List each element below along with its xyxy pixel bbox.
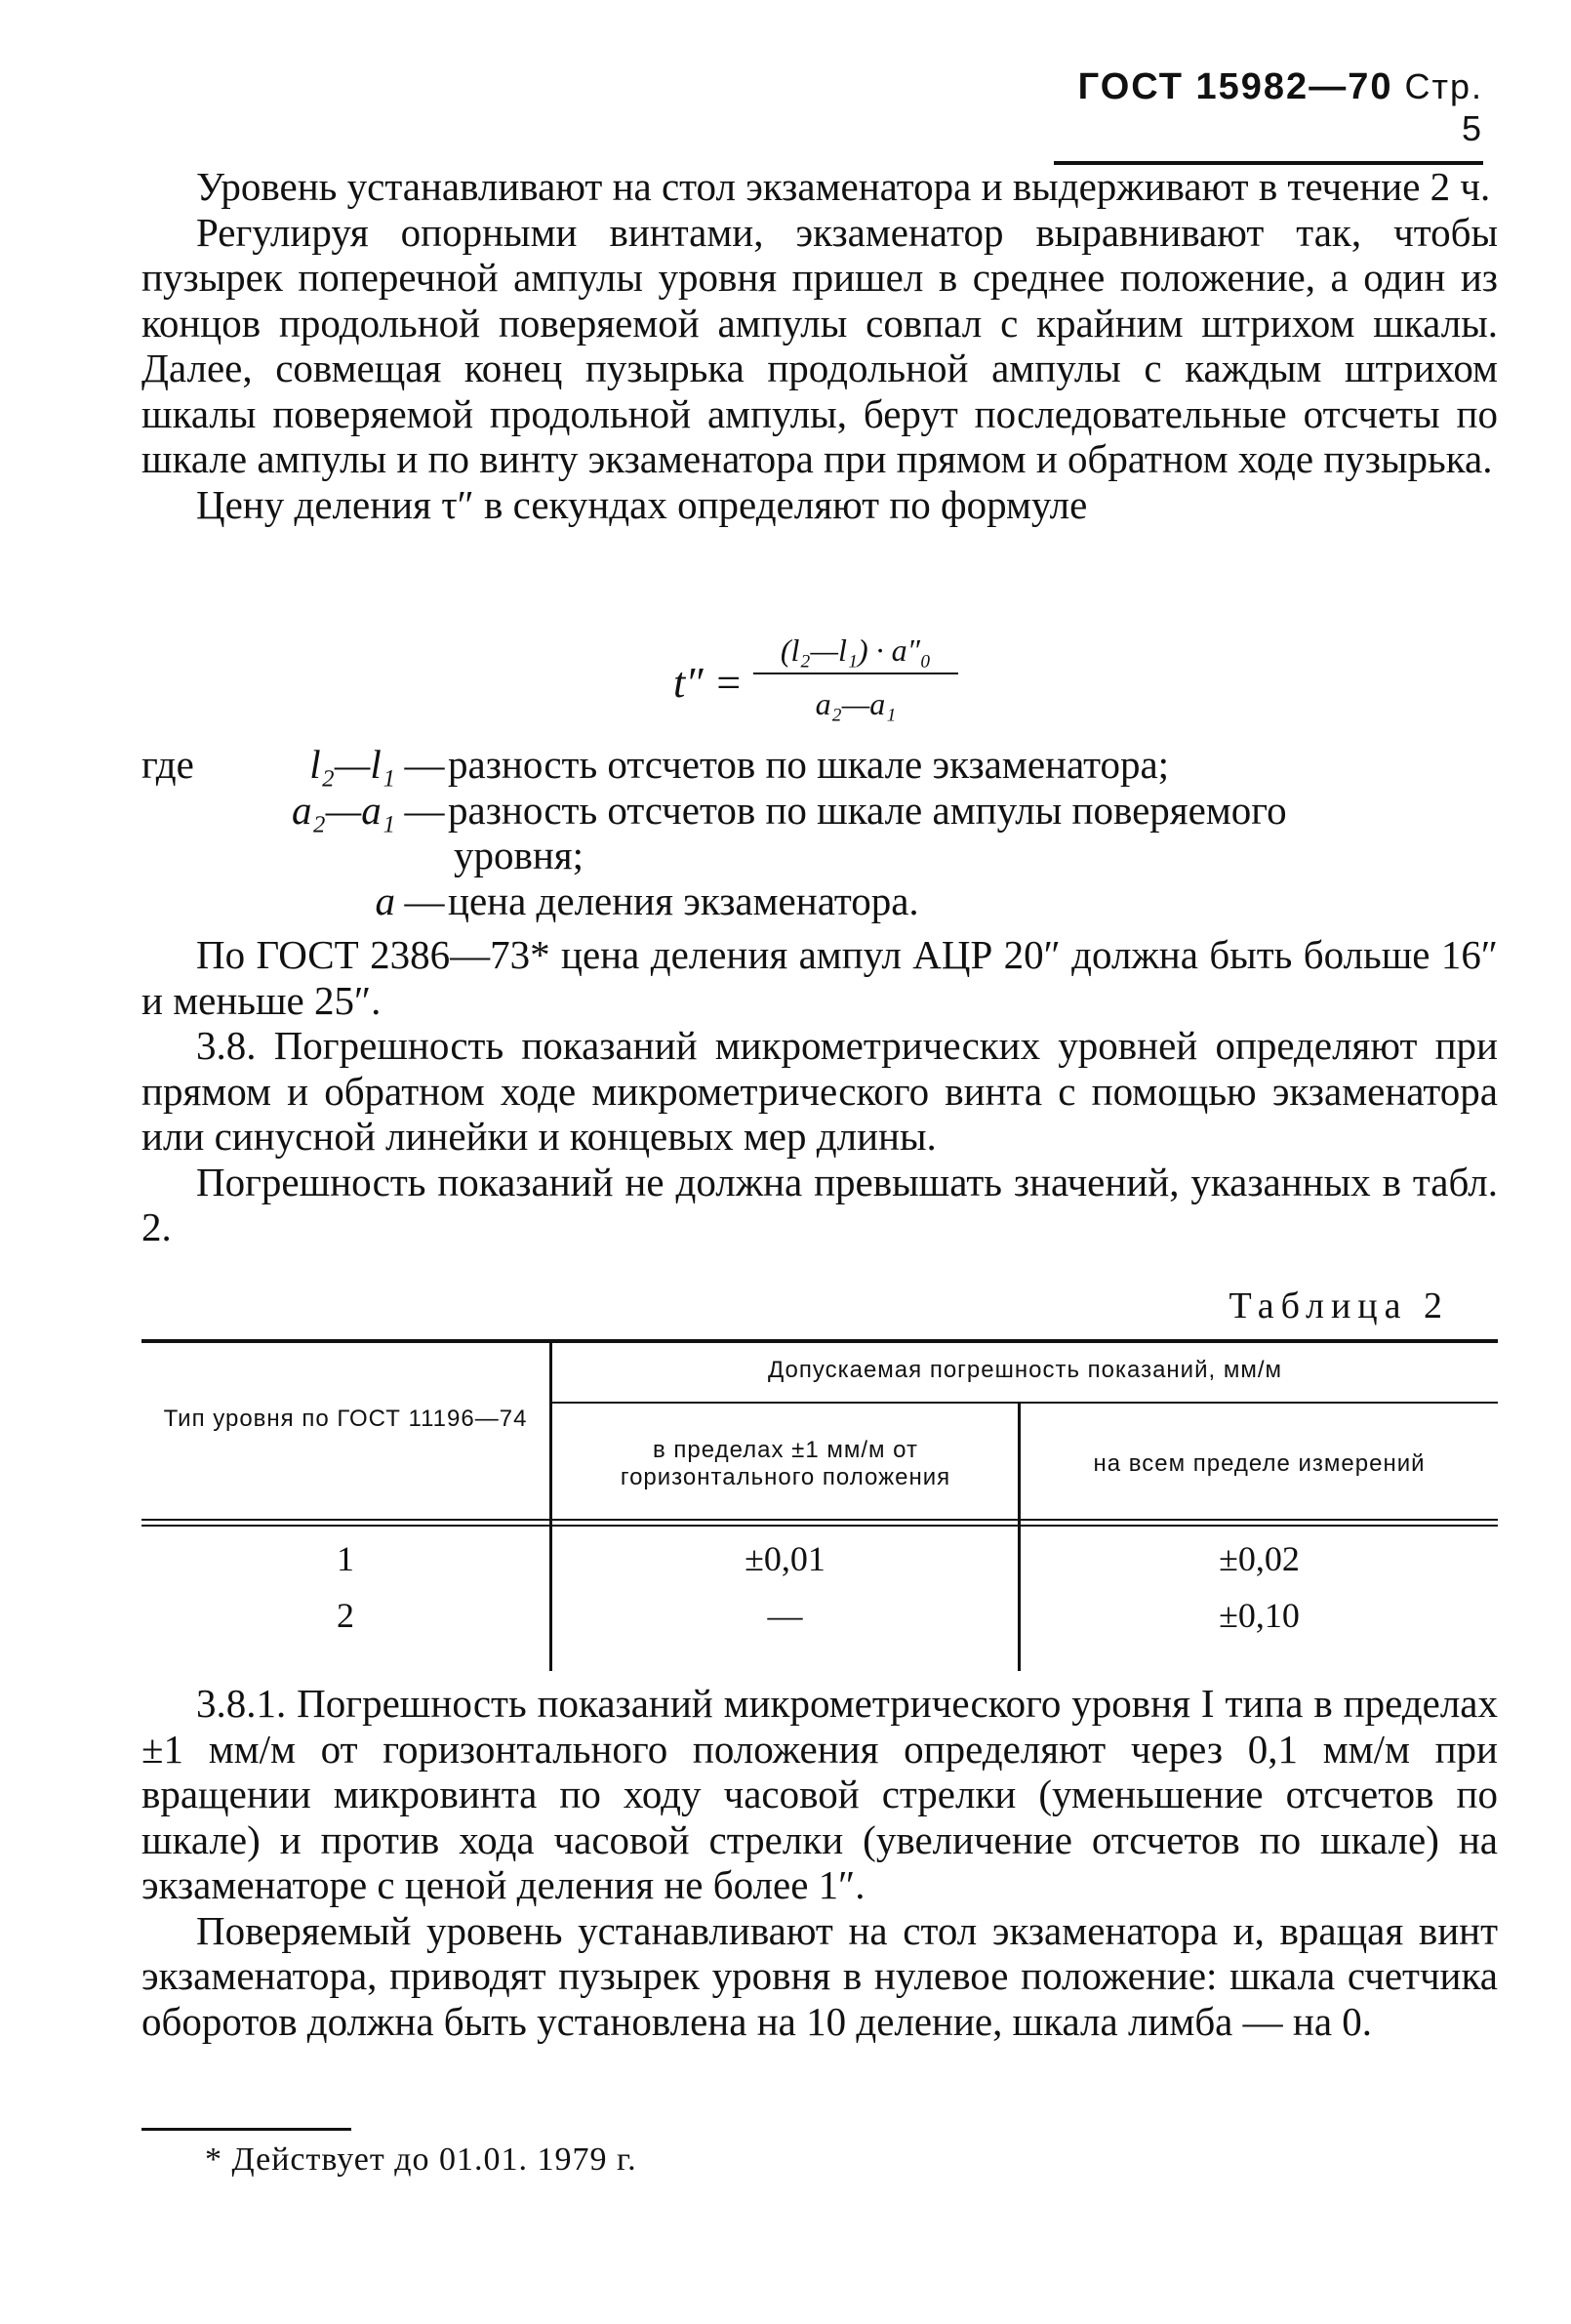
table-cell-full: ±0,10 bbox=[1219, 1596, 1300, 1635]
definition-text: разность отсчетов по шкале ампулы поверяемого bbox=[448, 787, 1287, 833]
definition-row: где l₂—l₁ —разность отсчетов по шкале экзаменатора; bbox=[141, 742, 1170, 787]
table-caption: Таблица 2 bbox=[1229, 1285, 1449, 1326]
definition-row: a —цена деления экзаменатора. bbox=[141, 878, 1498, 924]
table-header-rule-double bbox=[141, 1525, 1498, 1527]
body-text-block-3 bbox=[141, 1681, 1498, 2044]
table-2 bbox=[141, 1339, 1498, 1671]
table-header-type: Тип уровня по ГОСТ 11196—74 bbox=[163, 1406, 528, 1432]
paragraph: 3.8. Погрешность показаний микрометрических уровней определяют при прямом и обратном ходе микрометрического винта с помощью экзаменатора или синусной линейки и концевых мер длины. bbox=[141, 1023, 1498, 1159]
definition-symbol: a bbox=[375, 877, 395, 923]
table-header-rule bbox=[141, 1519, 1498, 1521]
table-cell-full: ±0,02 bbox=[1219, 1539, 1300, 1578]
table-cell-type: 1 bbox=[337, 1539, 354, 1578]
table-cell-within: ±0,01 bbox=[745, 1539, 826, 1578]
formula-fraction bbox=[753, 632, 958, 722]
paragraph: 3.8.1. Погрешность показаний микрометрического уровня I типа в пределах ±1 мм/м от горизонтального положения определяют через 0,1 мм/м при вращении микровинта по ходу часовой стрелки (уменьшение отсчетов по шкале) и против хода часовой стрелки (увеличение отсчетов по шкале) на экзаменаторе с ценой деления не более 1″. bbox=[141, 1681, 1498, 1907]
body-text-block-2 bbox=[141, 932, 1498, 1250]
body-text-block-1 bbox=[141, 164, 1498, 527]
definition-continuation: уровня; bbox=[454, 833, 584, 877]
footnote-rule bbox=[141, 2128, 351, 2131]
paragraph: Погрешность показаний не должна превышать значений, указанных в табл. 2. bbox=[141, 1159, 1498, 1249]
footnote: * Действует до 01.01. 1979 г. bbox=[205, 2141, 637, 2178]
definition-text: цена деления экзаменатора. bbox=[448, 877, 919, 923]
running-header bbox=[1054, 66, 1483, 165]
standard-number: ГОСТ 15982—70 bbox=[1077, 66, 1393, 107]
table-header-within: в пределах ±1 мм/м от горизонтального положения bbox=[620, 1437, 951, 1490]
definition-prefix: где bbox=[141, 742, 194, 787]
definitions-list bbox=[141, 742, 1498, 923]
paragraph: Регулируя опорными винтами, экзаменатор выравнивают так, чтобы пузырек поперечной ампулы уровня пришел в среднее положение, а один из концов продольной поверяемой ампулы совпал с крайним штрихом шкалы. Далее, совмещая конец пузырька продольной ампулы с каждым штрихом шкалы поверяемой продольной ампулы, берут последовательные отсчеты по шкале ампулы и по винту экзаменатора при прямом и обратном ходе пузырька. bbox=[141, 209, 1498, 481]
formula-lhs: t″ = bbox=[673, 659, 744, 707]
paragraph: Цену деления τ″ в секундах определяют по формуле bbox=[196, 481, 1088, 527]
table-cell-within: — bbox=[767, 1596, 803, 1635]
table-group-rule bbox=[549, 1402, 1498, 1404]
formula bbox=[673, 632, 986, 740]
table-group-header: Допускаемая погрешность показаний, мм/м bbox=[767, 1357, 1282, 1383]
table-header-full: на всем пределе измерений bbox=[1093, 1450, 1426, 1477]
formula-denominator: a₂—a₁ bbox=[815, 686, 897, 721]
paragraph: Поверяемый уровень устанавливают на стол экзаменатора и, вращая винт экзаменатора, приводят пузырек уровня в нулевое положение: шкала счетчика оборотов должна быть установлена на 10 деление, шкала лимба — на 0. bbox=[141, 1907, 1498, 2044]
formula-numerator: (l₂—l₁) · a″₀ bbox=[753, 632, 958, 674]
definition-symbol: l₂—l₁ bbox=[309, 742, 395, 787]
table-cell-type: 2 bbox=[337, 1596, 354, 1635]
definition-symbol: a₂—a₁ bbox=[292, 787, 395, 833]
definition-row: a₂—a₁ —разность отсчетов по шкале ампулы поверяемого уровня; bbox=[141, 788, 1498, 878]
table-top-rule bbox=[141, 1339, 1498, 1343]
paragraph: По ГОСТ 2386—73* цена деления ампул АЦР 20″ должна быть больше 16″ и меньше 25″. bbox=[141, 932, 1498, 1023]
page-number: Стр. 5 bbox=[1404, 66, 1483, 148]
definition-text: разность отсчетов по шкале экзаменатора; bbox=[448, 742, 1170, 787]
paragraph: Уровень устанавливают на стол экзаменатора и выдерживают в течение 2 ч. bbox=[196, 164, 1491, 209]
